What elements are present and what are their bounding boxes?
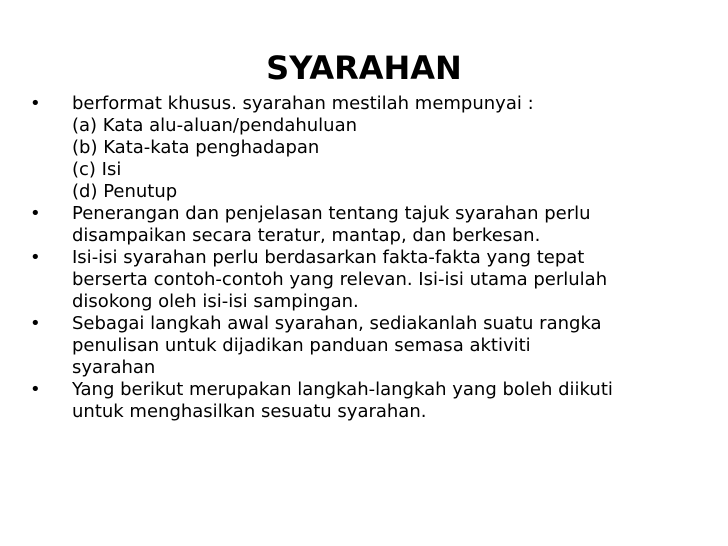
bullet-item-penerangan: [30, 203, 720, 247]
bullet-item-langkah-awal: [30, 313, 720, 379]
bullet-dot: •: [30, 203, 41, 224]
bullet-dot: •: [30, 247, 41, 268]
bullet-text: berformat khusus. syarahan mestilah mempunyai :: [72, 93, 534, 114]
bullet-dot: •: [30, 379, 41, 400]
sub-item-d: (d) Penutup: [72, 181, 178, 202]
slide-title: SYARAHAN: [266, 49, 462, 87]
bullet-dot: •: [30, 93, 41, 114]
bullet-text: syarahan: [72, 357, 156, 378]
bullet-text: Sebagai langkah awal syarahan, sediakanlah suatu rangka: [72, 313, 602, 334]
bullet-text: untuk menghasilkan sesuatu syarahan.: [72, 401, 427, 422]
bullet-text: berserta contoh-contoh yang relevan. Isi-isi utama perlulah: [72, 269, 608, 290]
sub-item-c: (c) Isi: [72, 159, 122, 180]
bullet-item-langkah-langkah: [30, 379, 720, 423]
bullet-text: disampaikan secara teratur, mantap, dan berkesan.: [72, 225, 541, 246]
bullet-text: disokong oleh isi-isi sampingan.: [72, 291, 359, 312]
sub-item-b: (b) Kata-kata penghadapan: [72, 137, 320, 158]
bullet-text: Isi-isi syarahan perlu berdasarkan fakta-fakta yang tepat: [72, 247, 585, 268]
sub-item-a: (a) Kata alu-aluan/pendahuluan: [72, 115, 358, 136]
bullet-item-isi: [30, 247, 720, 313]
bullet-list: [30, 93, 720, 423]
bullet-dot: •: [30, 313, 41, 334]
bullet-item-format: [30, 93, 720, 203]
bullet-text: Penerangan dan penjelasan tentang tajuk syarahan perlu: [72, 203, 591, 224]
bullet-text: penulisan untuk dijadikan panduan semasa aktiviti: [72, 335, 531, 356]
bullet-text: Yang berikut merupakan langkah-langkah yang boleh diikuti: [72, 379, 613, 400]
